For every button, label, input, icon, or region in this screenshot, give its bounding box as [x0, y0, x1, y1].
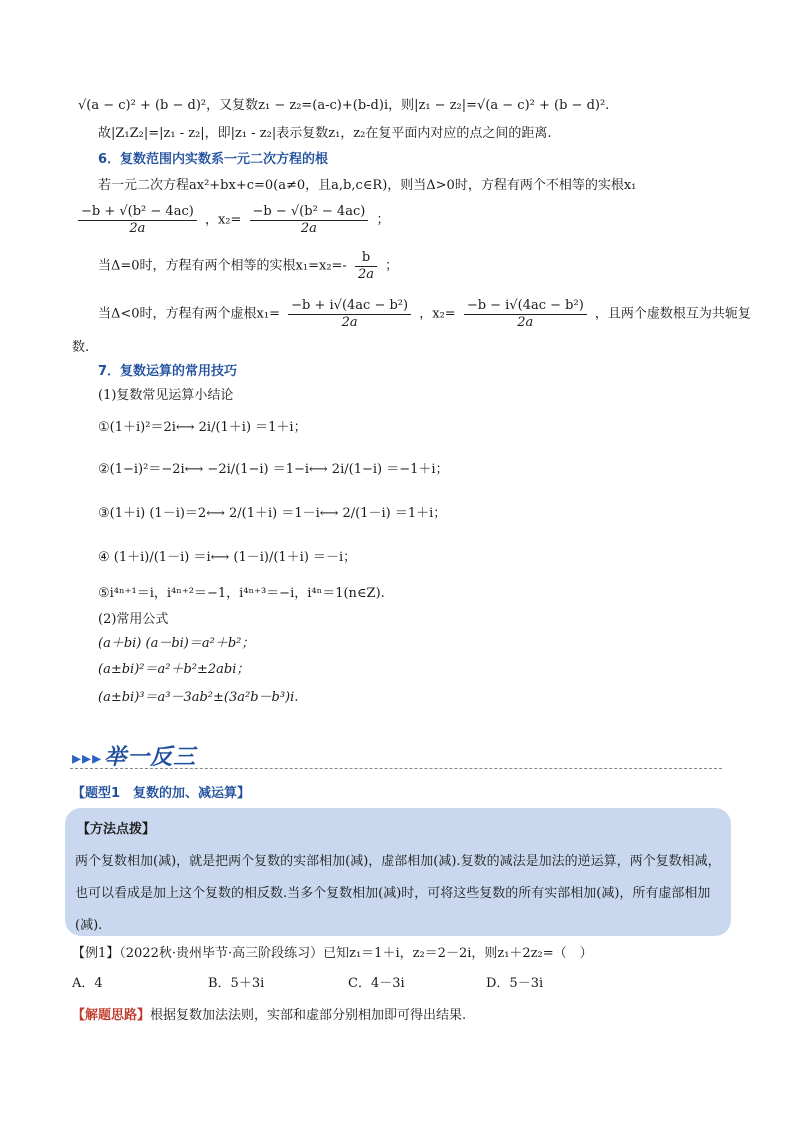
topic-1-heading-text: 【题型1 复数的加、减运算】	[72, 786, 251, 801]
formula-5-text: ⑤i⁴ⁿ⁺¹＝i，i⁴ⁿ⁺²＝−1，i⁴ⁿ⁺³＝−i，i⁴ⁿ＝1(n∈Z).	[98, 586, 385, 601]
option-b	[208, 976, 264, 992]
common-formula-1	[98, 636, 254, 652]
section-7-subheading-1	[98, 388, 233, 404]
formula-3-text: ③(1＋i) (1－i)＝2⟷ 2/(1＋i) ＝1－i⟷ 2/(1－i) ＝1＋i；	[98, 506, 447, 521]
example-1-text: 【例1】（2022秋·贵州毕节·高三阶段练习）已知z₁＝1＋i，z₂＝2－2i，则z₁＋2z₂=（ ）	[72, 946, 593, 961]
root-2-denominator: 2a	[300, 220, 317, 236]
root-2-fraction	[250, 204, 369, 236]
option-a-text: A．4	[72, 976, 103, 991]
root-2-numerator: −b − √(b² − 4ac)	[250, 204, 369, 221]
chevron-arrows-icon: ▸▸▸	[72, 748, 103, 769]
distance-meaning-text: 故|Z₁Z₂|=|z₁ - z₂|，即|z₁ - z₂|表示复数z₁，z₂在复平面内对应的点之间的距离.	[98, 126, 552, 141]
quadratic-intro-text: 若一元二次方程ax²+bx+c=0(a≠0，且a,b,c∈R)，则当Δ>0时，方程有两个不相等的实根x₁	[98, 178, 637, 193]
conjugate-tail-text: 数.	[72, 340, 90, 355]
complex-root-2-denominator: 2a	[517, 314, 534, 330]
section-7-subheading-2	[98, 612, 168, 628]
method-tip-box	[65, 808, 731, 936]
option-d-text: D．5－3i	[486, 976, 544, 991]
formula-2	[98, 462, 449, 478]
complex-root-1-denominator: 2a	[341, 314, 358, 330]
section-7-subheading-2-text: (2)常用公式	[98, 612, 169, 627]
section-7-subheading-1-text: (1)复数常见运算小结论	[98, 388, 234, 403]
formula-3	[98, 506, 446, 522]
common-formula-2	[98, 662, 249, 678]
topic-1-heading	[72, 786, 250, 802]
distance-formula-line	[78, 98, 609, 114]
method-tip-title: 【方法点拨】	[77, 822, 156, 837]
common-formula-2-text: (a±bi)²＝a²＋b²±2abi；	[98, 662, 250, 677]
section-6-paragraph-3	[98, 298, 751, 330]
example-1	[72, 946, 593, 962]
semicolon: ；	[385, 258, 399, 274]
double-root-text: 当Δ=0时，方程有两个相等的实根x₁=x₂=-	[98, 258, 347, 274]
complex-root-2-fraction	[464, 298, 587, 330]
semicolon: ；	[376, 212, 390, 228]
complex-roots-text: 当Δ<0时，方程有两个虚根x₁=	[98, 306, 280, 322]
section-divider	[70, 768, 722, 769]
complex-root-2-numerator: −b − i√(4ac − b²)	[464, 298, 587, 315]
formula-4-text: ④ (1＋i)/(1－i) ＝i⟷ (1－i)/(1＋i) ＝－i；	[98, 550, 357, 565]
complex-root-1-fraction	[288, 298, 411, 330]
section-7-heading	[98, 364, 237, 380]
common-formula-3-text: (a±bi)³＝a³－3ab²±(3a²b－b³)i.	[98, 690, 299, 705]
complex-root-1-numerator: −b + i√(4ac − b²)	[288, 298, 411, 315]
practice-banner-text: 举一反三	[104, 745, 197, 770]
formula-1-text: ①(1＋i)²＝2i⟷ 2i/(1＋i) ＝1＋i；	[98, 420, 307, 435]
double-root-fraction	[355, 250, 377, 282]
common-formula-3	[98, 690, 298, 706]
double-root-denominator: 2a	[357, 266, 374, 282]
x2-equals: ，x₂=	[204, 212, 242, 228]
real-roots-formula	[74, 204, 389, 236]
solution-hint	[72, 1008, 466, 1024]
root-1-fraction	[78, 204, 197, 236]
distance-formula-text: √(a − c)² + (b − d)²，又复数z₁ − z₂=(a-c)+(b-d)i，则|z₁ − z₂|=√(a − c)² + (b − d)².	[78, 98, 610, 113]
section-6-heading-text: 6．复数范围内实数系一元二次方程的根	[98, 152, 329, 167]
formula-2-text: ②(1−i)²＝−2i⟷ −2i/(1−i) ＝1−i⟷ 2i/(1−i) ＝−1＋i；	[98, 462, 449, 477]
distance-meaning-line	[98, 126, 551, 142]
option-d	[486, 976, 543, 992]
root-1-denominator: 2a	[129, 220, 146, 236]
solution-hint-label: 【解题思路】	[72, 1008, 151, 1023]
option-c-text: C．4－3i	[348, 976, 405, 991]
conjugate-text: ，且两个虚数根互为共轭复	[594, 306, 751, 322]
x2-equals: ，x₂=	[419, 306, 456, 322]
method-tip-body: 两个复数相加(减)，就是把两个复数的实部相加(减)，虚部相加(减).复数的减法是加法的逆运算，两个复数相减，也可以看成是加上这个复数的相反数.当多个复数相加(减)时，可将这些复数的所有实部相加(减)，所有虚部相加(减).	[75, 854, 721, 933]
section-6-paragraph-1	[98, 178, 636, 194]
double-root-numerator: b	[355, 250, 377, 267]
common-formula-1-text: (a＋bi) (a－bi)＝a²＋b²；	[98, 636, 255, 651]
formula-1	[98, 420, 307, 436]
section-6-paragraph-2	[98, 250, 398, 282]
root-1-numerator: −b + √(b² − 4ac)	[78, 204, 197, 221]
practice-banner	[72, 740, 196, 771]
solution-hint-text: 根据复数加法法则，实部和虚部分别相加即可得出结果.	[150, 1008, 467, 1023]
option-a	[72, 976, 103, 992]
option-b-text: B．5＋3i	[208, 976, 265, 991]
formula-5	[98, 586, 385, 602]
section-6-heading	[98, 152, 328, 168]
section-7-heading-text: 7．复数运算的常用技巧	[98, 364, 238, 379]
formula-4	[98, 550, 356, 566]
section-6-paragraph-3-tail	[72, 340, 89, 356]
option-c	[348, 976, 405, 992]
